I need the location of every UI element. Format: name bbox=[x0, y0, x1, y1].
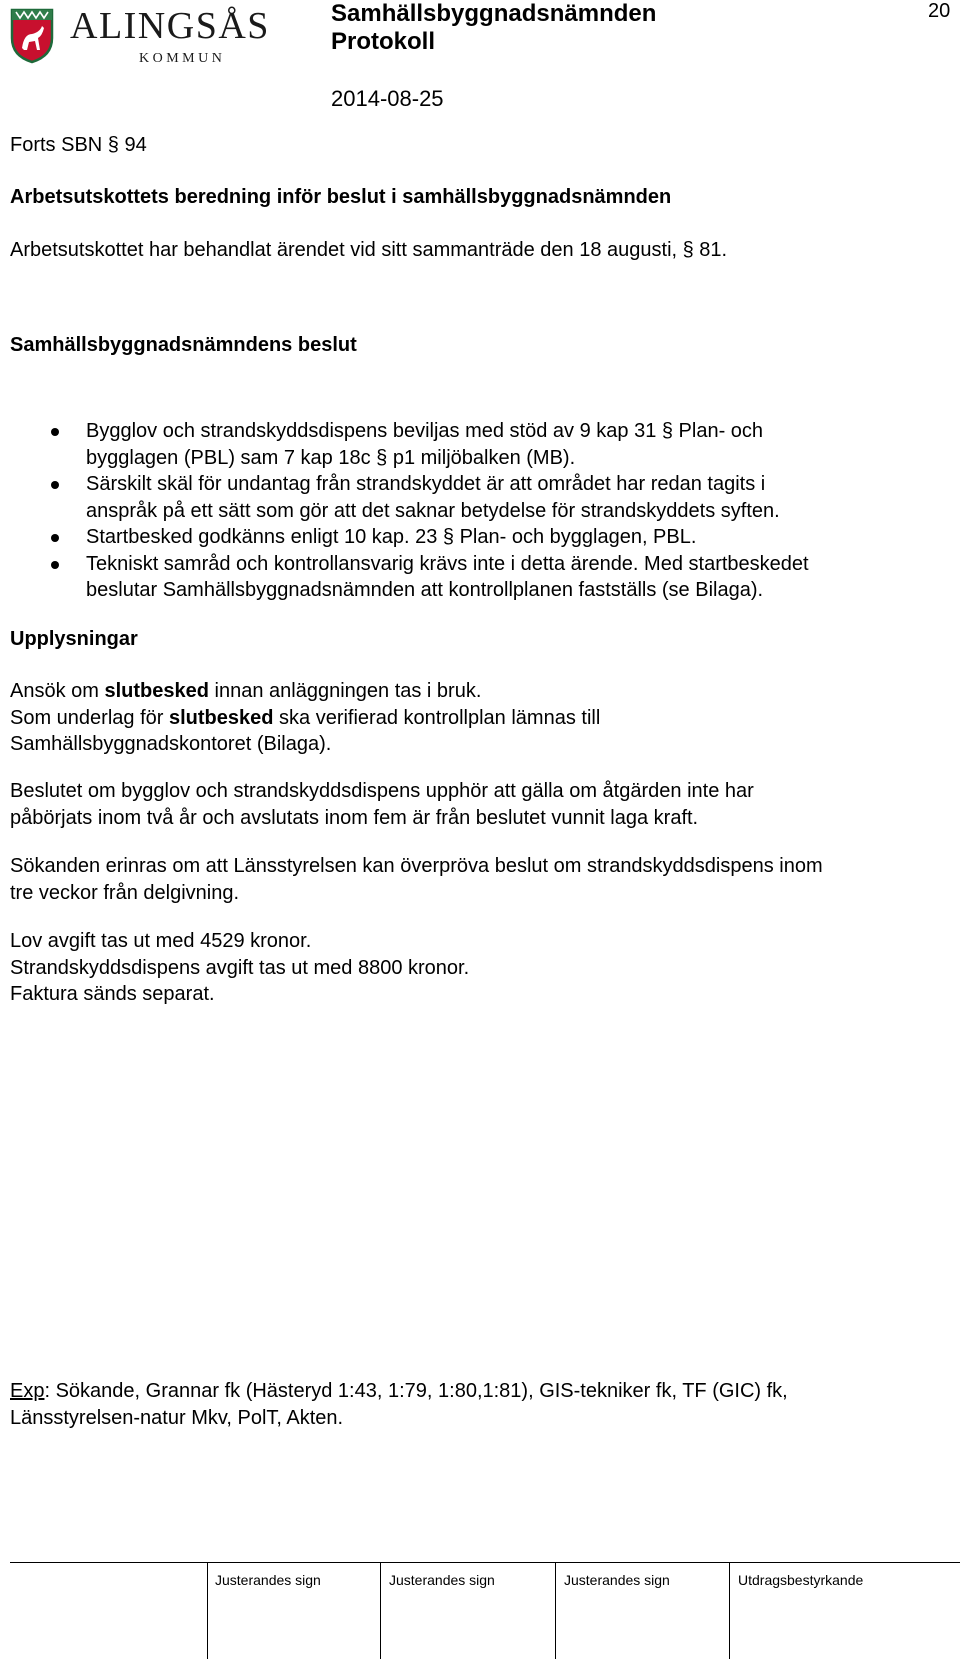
logo-subtitle: KOMMUN bbox=[139, 51, 226, 66]
section-reference: Forts SBN § 94 bbox=[10, 134, 147, 156]
fee-line: Faktura sänds separat. bbox=[10, 983, 215, 1005]
footer-divider bbox=[10, 1562, 960, 1563]
document-type: Protokoll bbox=[331, 28, 436, 55]
validity-line: påbörjats inom två år och avslutats inom fem är från beslutet vunnit laga kraft. bbox=[10, 806, 699, 829]
decision-list bbox=[0, 418, 809, 604]
information-line: Samhällsbyggnadskontoret (Bilaga). bbox=[10, 733, 332, 755]
appeal-line: Sökanden erinras om att Länsstyrelsen kan överpröva beslut om strandskyddsdispens inom bbox=[10, 855, 823, 877]
coat-of-arms-icon bbox=[10, 8, 54, 64]
footer-column-divider bbox=[555, 1563, 556, 1659]
decision-line: bygglagen (PBL) sam 7 kap 18c § p1 miljöbalken (MB). bbox=[86, 446, 576, 469]
decision-heading: Samhällsbyggnadsnämndens beslut bbox=[10, 334, 357, 356]
fees-paragraph bbox=[10, 928, 469, 1008]
signature-field: Justerandes sign bbox=[564, 1572, 670, 1588]
distribution-line: Länsstyrelsen-natur Mkv, PolT, Akten. bbox=[10, 1406, 344, 1429]
committee-name: Samhällsbyggnadsnämnden bbox=[331, 0, 657, 27]
preparation-heading: Arbetsutskottets beredning inför beslut i samhällsbyggnadsnämnden bbox=[10, 186, 672, 208]
information-block bbox=[10, 678, 600, 758]
decision-line: anspråk på ett sätt som gör att det saknar betydelse för strandskyddets syften. bbox=[86, 499, 780, 522]
logo-wordmark: ALINGSÅS bbox=[70, 5, 270, 47]
information-line: Ansök om slutbesked innan anläggningen tas i bruk. bbox=[10, 680, 482, 702]
bullet-icon bbox=[51, 534, 59, 542]
emphasis-text: slutbesked bbox=[104, 680, 209, 702]
emphasis-text: slutbesked bbox=[168, 706, 274, 729]
decision-item bbox=[0, 471, 809, 524]
fee-line: Strandskyddsdispens avgift tas ut med 8800 kronor. bbox=[10, 956, 470, 979]
appeal-line: tre veckor från delgivning. bbox=[10, 881, 240, 904]
decision-line: Bygglov och strandskyddsdispens beviljas med stöd av 9 kap 31 § Plan- och bbox=[86, 420, 764, 442]
decision-line: Startbesked godkänns enligt 10 kap. 23 § Plan- och bygglagen, PBL. bbox=[86, 526, 697, 548]
distribution-line: Exp: Sökande, Grannar fk (Hästeryd 1:43, 1:79, 1:80,1:81), GIS-tekniker fk, TF (GIC) fk, bbox=[10, 1380, 788, 1402]
footer-column-divider bbox=[729, 1563, 730, 1659]
decision-item bbox=[0, 551, 809, 604]
validity-paragraph bbox=[10, 778, 754, 831]
bullet-icon bbox=[51, 561, 59, 569]
municipality-logo bbox=[10, 2, 280, 68]
decision-line: beslutar Samhällsbyggnadsnämnden att kontrollplanen fastställs (se Bilaga). bbox=[86, 579, 764, 601]
bullet-icon bbox=[51, 481, 59, 489]
decision-line: Särskilt skäl för undantag från strandskyddet är att området har redan tagits i bbox=[86, 473, 766, 495]
certification-field: Utdragsbestyrkande bbox=[738, 1572, 864, 1588]
signature-field: Justerandes sign bbox=[389, 1572, 495, 1588]
information-heading: Upplysningar bbox=[10, 628, 138, 650]
decision-item bbox=[0, 524, 809, 551]
bullet-icon bbox=[51, 428, 59, 436]
page-number: 20 bbox=[928, 0, 951, 22]
validity-line: Beslutet om bygglov och strandskyddsdispens upphör att gälla om åtgärden inte har bbox=[10, 780, 754, 802]
preparation-text: Arbetsutskottet har behandlat ärendet vid sitt sammanträde den 18 augusti, § 81. bbox=[10, 239, 728, 261]
fee-line: Lov avgift tas ut med 4529 kronor. bbox=[10, 930, 312, 952]
signature-field: Justerandes sign bbox=[215, 1572, 321, 1588]
decision-line: Tekniskt samråd och kontrollansvarig krävs inte i detta ärende. Med startbeskedet bbox=[86, 552, 809, 575]
appeal-paragraph bbox=[10, 853, 823, 906]
distribution-label: Exp bbox=[10, 1380, 45, 1402]
decision-item bbox=[0, 418, 809, 471]
information-line: Som underlag för slutbesked ska verifierad kontrollplan lämnas till bbox=[10, 706, 601, 729]
meeting-date: 2014-08-25 bbox=[331, 86, 444, 111]
footer-column-divider bbox=[380, 1563, 381, 1659]
footer-column-divider bbox=[207, 1563, 208, 1659]
distribution-list bbox=[10, 1378, 788, 1431]
